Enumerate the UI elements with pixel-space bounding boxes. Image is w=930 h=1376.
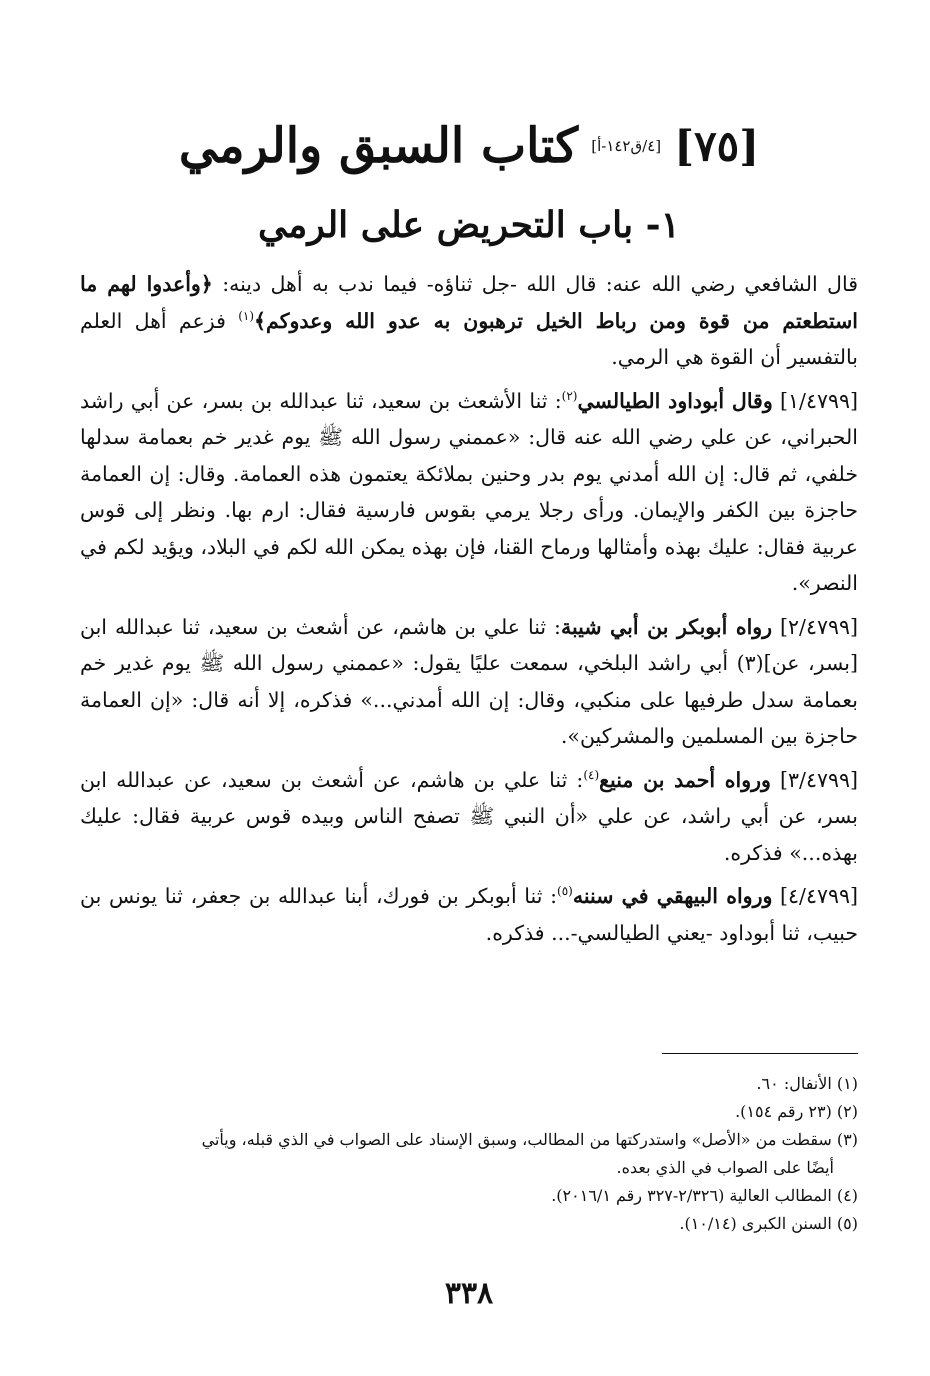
footnote-marker: (٢) xyxy=(561,388,578,403)
narrator-heading: وقال أبوداود الطيالسي xyxy=(577,388,773,413)
book-heading xyxy=(80,118,858,198)
hadith-text: : ثنا الأشعث بن سعيد، ثنا عبدالله بن بسر، عن أبي راشد الحبراني، عن علي رضي الله عنه قال: «عممني رسول الله ﷺ يوم غدير خم بعمامة سدلها خلفي، ثم قال: إن الله أمدني يوم بدر وحنين بملائكة يعتمون هذه العمامة. وقال: إن العمامة حاجزة بين الكفر والإيمان. ورأى رجلا يرمي بقوس فارسية فقال: ارم بها. ونظر إلى قوس عربية فقال: عليك بهذه وأمثالها ورماح القنا، فإن بهذه يمكن الله لكم في البلاد، ويؤيد لكم في النصر». xyxy=(80,388,858,595)
footnotes xyxy=(80,1070,858,1238)
footnote-marker: (٤) xyxy=(583,767,600,782)
footnote-divider xyxy=(662,1053,858,1054)
footnote: (٣) سقطت من «الأصل» واستدركتها من المطالب، وسبق الإسناد على الصواب في الذي قبله، ويأتي xyxy=(201,1130,858,1149)
book-title: كتاب السبق والرمي xyxy=(178,118,579,174)
footnote: (٢) (٢٣ رقم ١٥٤). xyxy=(735,1102,858,1121)
hadith-paragraph xyxy=(80,609,858,755)
hadith-paragraph xyxy=(80,878,858,951)
footnote-marker: (٥) xyxy=(557,884,573,899)
footnote: (٤) المطالب العالية (٢/٣٢٦-٣٢٧ رقم ٢٠١٦/١). xyxy=(551,1186,858,1205)
hadith-text: : ثنا أبوبكر بن فورك، أبنا عبدالله بن جعفر، ثنا يونس بن حبيب، ثنا أبوداود -يعني الطيالسي-... فذكره. xyxy=(80,884,858,945)
hadith-number: [١/٤٧٩٩] xyxy=(772,388,859,413)
manuscript-reference: [٤/ق١٤٢-أ] xyxy=(591,137,662,155)
footnote-continuation: أيضًا على الصواب في الذي بعده. xyxy=(616,1158,834,1177)
page-number: ٣٣٨ xyxy=(444,1276,494,1311)
footnote-marker: (١) xyxy=(238,308,255,323)
hadith-text: : ثنا علي بن هاشم، عن أشعث بن سعيد، ثنا عبدالله ابن [بسر، عن](٣) أبي راشد البلخي، سمعت عليًا يقول: «عممني رسول الله ﷺ يوم غدير خم بعمامة سدل طرفيها على منكبي، وقال: إن الله أمدني...» فذكره، إلا أنه قال: «إن العمامة حاجزة بين المسلمين والمشركين». xyxy=(80,614,858,748)
hadith-paragraph xyxy=(80,383,858,602)
narrator-heading: ورواه أحمد بن منيع xyxy=(599,767,771,792)
book-number: [٧٥] xyxy=(674,121,760,171)
hadith-number: [٤/٤٧٩٩] xyxy=(772,884,858,908)
body-text xyxy=(80,266,858,958)
footnote: (٥) السنن الكبرى (١٠/١٤). xyxy=(679,1214,858,1233)
paragraph-text: فزعم أهل العلم بالتفسير أن القوة هي الرمي. xyxy=(80,308,858,369)
chapter-title: ١- باب التحريض على الرمي xyxy=(258,204,680,246)
narrator-heading: رواه أبوبكر بن أبي شيبة xyxy=(560,614,773,639)
narrator-heading: ورواه البيهقي في سننه xyxy=(572,884,773,908)
hadith-paragraph xyxy=(80,762,858,872)
quran-verse: ﴿وأعدوا لهم ما استطعتم من قوة ومن رباط الخيل ترهبون به عدو الله وعدوكم﴾ xyxy=(80,272,859,333)
paragraph-lead: قال الشافعي رضي الله عنه: قال الله -جل ثناؤه- فيما ندب به أهل دينه: xyxy=(212,272,858,296)
footnote: (١) الأنفال: ٦٠. xyxy=(756,1074,858,1093)
paragraph-intro xyxy=(80,266,858,376)
hadith-number: [٢/٤٧٩٩] xyxy=(772,614,858,639)
hadith-number: [٣/٤٧٩٩] xyxy=(770,767,859,792)
document-page xyxy=(80,0,858,1376)
hadith-text: : ثنا علي بن هاشم، عن أشعث بن سعيد، عن عبدالله ابن بسر، عن أبي راشد، عن علي «أن النبي ﷺ تصفح الناس وبيده قوس عربية فقال: عليك بهذه...» فذكره. xyxy=(80,767,858,865)
